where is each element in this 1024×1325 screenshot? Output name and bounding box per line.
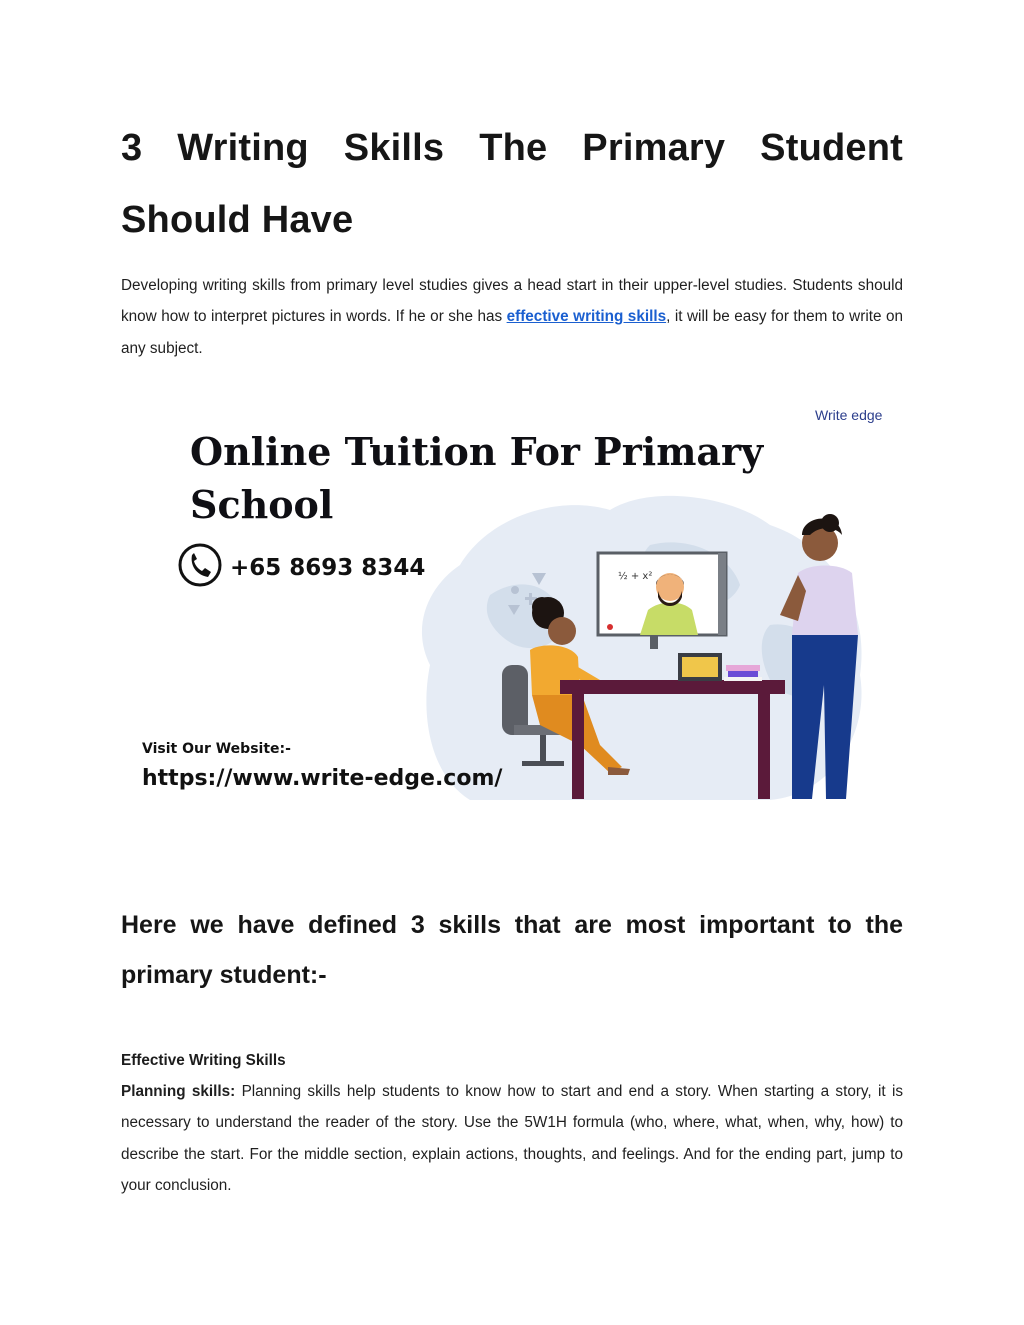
brand-logo: Write edge [815, 407, 883, 423]
section-heading [121, 900, 903, 1000]
banner-website: https://www.write-edge.com/ [142, 766, 503, 791]
phone-icon [180, 545, 220, 585]
skills-subtitle: Effective Writing Skills [121, 1052, 286, 1069]
article-header [121, 112, 903, 364]
page-title-line-1: 3 Writing Skills The Primary Student [121, 127, 903, 169]
planning-skills-label: Planning skills: [121, 1083, 236, 1100]
intro-text-after: , it will be easy for them to write on any subject. [121, 308, 903, 357]
planning-skills-text: Planning skills help students to know how to start and end a story. When starting a story, it is necessary to understand the reader of the story. Use the 5W1H formula (who, where, what, when, why, how) to describe the start. For the middle section, explain actions, thoughts, and feelings. And for the ending part, jump to your conclusion. [121, 1083, 903, 1194]
promo-banner-image [130, 395, 890, 805]
intro-text-before: Developing writing skills from primary level studies gives a head start in their upper-level studies. Students should know how to interpret pictures in words. If he or she has [121, 277, 903, 326]
planning-skills-paragraph [121, 1076, 903, 1201]
section-heading-line-2: primary student:- [121, 961, 327, 989]
effective-writing-skills-link[interactable]: effective writing skills [506, 308, 667, 326]
intro-paragraph [121, 270, 903, 364]
section-heading-line-1: Here we have defined 3 skills that are most important to the [121, 911, 903, 939]
banner-phone: +65 8693 8344 [230, 555, 426, 581]
board-equation: ½ + x² [618, 571, 653, 582]
page-title-line-2: Should Have [121, 199, 354, 241]
banner-heading-line-1: Online Tuition For Primary [190, 429, 764, 474]
visit-label: Visit Our Website:- [142, 741, 291, 757]
banner-heading-line-2: School [190, 482, 334, 527]
page-title [121, 112, 903, 256]
skills-section [121, 1045, 903, 1201]
computer-monitor [598, 553, 726, 649]
